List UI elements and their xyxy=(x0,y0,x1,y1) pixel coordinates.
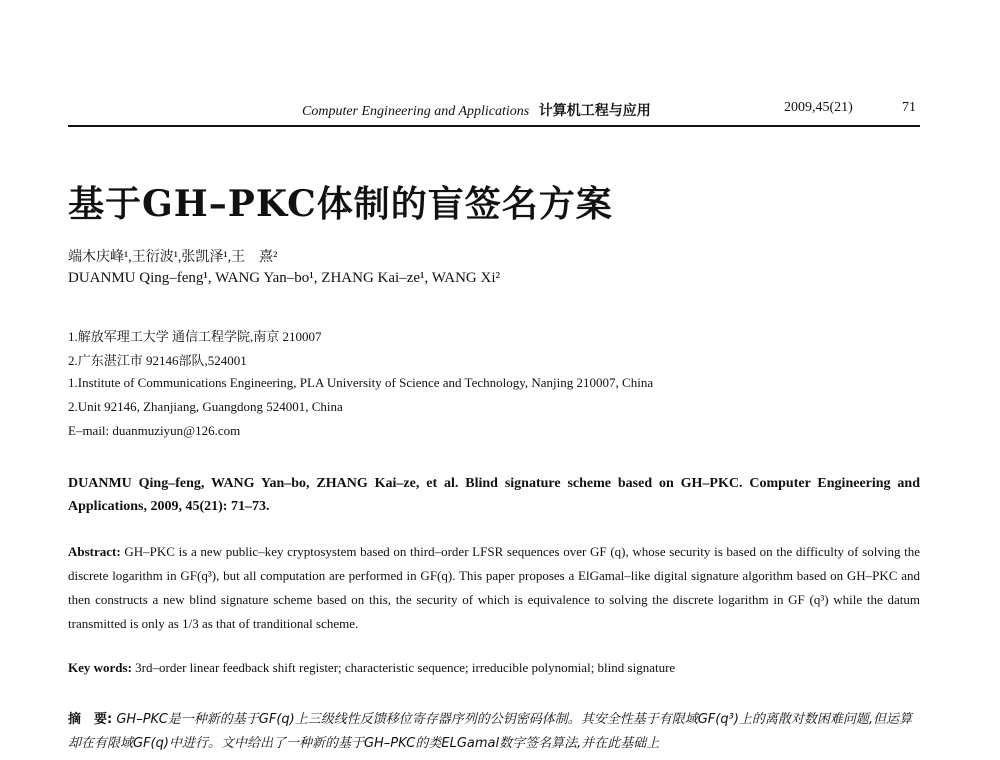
affiliation-2-cn: 2.广东湛江市 92146部队,524001 xyxy=(68,353,247,368)
abstract-cn-label: 摘 要: xyxy=(68,712,113,727)
authors-chinese: 端木庆峰¹,王衍波¹,张凯泽¹,王 熹² xyxy=(68,250,278,265)
email: E–mail: duanmuziyun@126.com xyxy=(68,423,241,438)
abstract-cn-text: GH–PKC是一种新的基于GF(q)上三级线性反馈移位寄存器序列的公钥密码体制。其安全性基于有限域GF(q³)上的离散对数困难问题,但运算却在有限域GF(q)中进行。文中给出了一种新的基于GH–PKC的类ELGamal数字签名算法,并在此基础上 xyxy=(68,712,913,751)
volume-issue: 2009,45(21) xyxy=(784,100,853,115)
abstract-cn xyxy=(68,708,920,756)
affiliation-1-en: 1.Institute of Communications Engineering, PLA University of Science and Technology, Nanjing 210007, China xyxy=(68,375,654,390)
abstract-label: Abstract: xyxy=(68,544,121,559)
affiliation-2-en: 2.Unit 92146, Zhanjiang, Guangdong 524001, China xyxy=(68,399,343,414)
authors-english: DUANMU Qing–feng¹, WANG Yan–bo¹, ZHANG Kai–ze¹, WANG Xi² xyxy=(68,270,500,286)
paper-title: 基于GH–PKC体制的盲签名方案 xyxy=(68,183,613,225)
journal-name-en: Computer Engineering and Applications xyxy=(302,104,530,119)
journal-name-cn: 计算机工程与应用 xyxy=(538,104,651,119)
journal-name xyxy=(302,100,651,120)
abstract-en xyxy=(68,540,920,636)
keywords xyxy=(68,660,920,676)
keywords-text: 3rd–order linear feedback shift register; characteristic sequence; irreducible polynomial; blind signature xyxy=(135,660,676,675)
running-header xyxy=(68,96,920,122)
header-rule xyxy=(68,125,920,127)
page-number: 71 xyxy=(902,100,916,115)
keywords-label: Key words: xyxy=(68,660,132,675)
citation: DUANMU Qing–feng, WANG Yan–bo, ZHANG Kai–ze, et al. Blind signature scheme based on GH–PKC. Computer Engineering and Applications, 2009, 45(21): 71–73. xyxy=(68,476,920,514)
abstract-text: GH–PKC is a new public–key cryptosystem based on third–order LFSR sequences over GF (q), whose security is based on the difficulty of solving the discrete logarithm in GF(q³), but all computation are performed in GF(q). This paper proposes a ElGamal–like digital signature algorithm based on GH–PKC and then constructs a new blind signature scheme based on this, the security of which is equivalence to solving the discrete logarithm in GF (q³) while the datum transmitted is only as 1/3 as that of tranditional scheme. xyxy=(68,544,921,631)
affiliation-1-cn: 1.解放军理工大学 通信工程学院,南京 210007 xyxy=(68,329,322,344)
